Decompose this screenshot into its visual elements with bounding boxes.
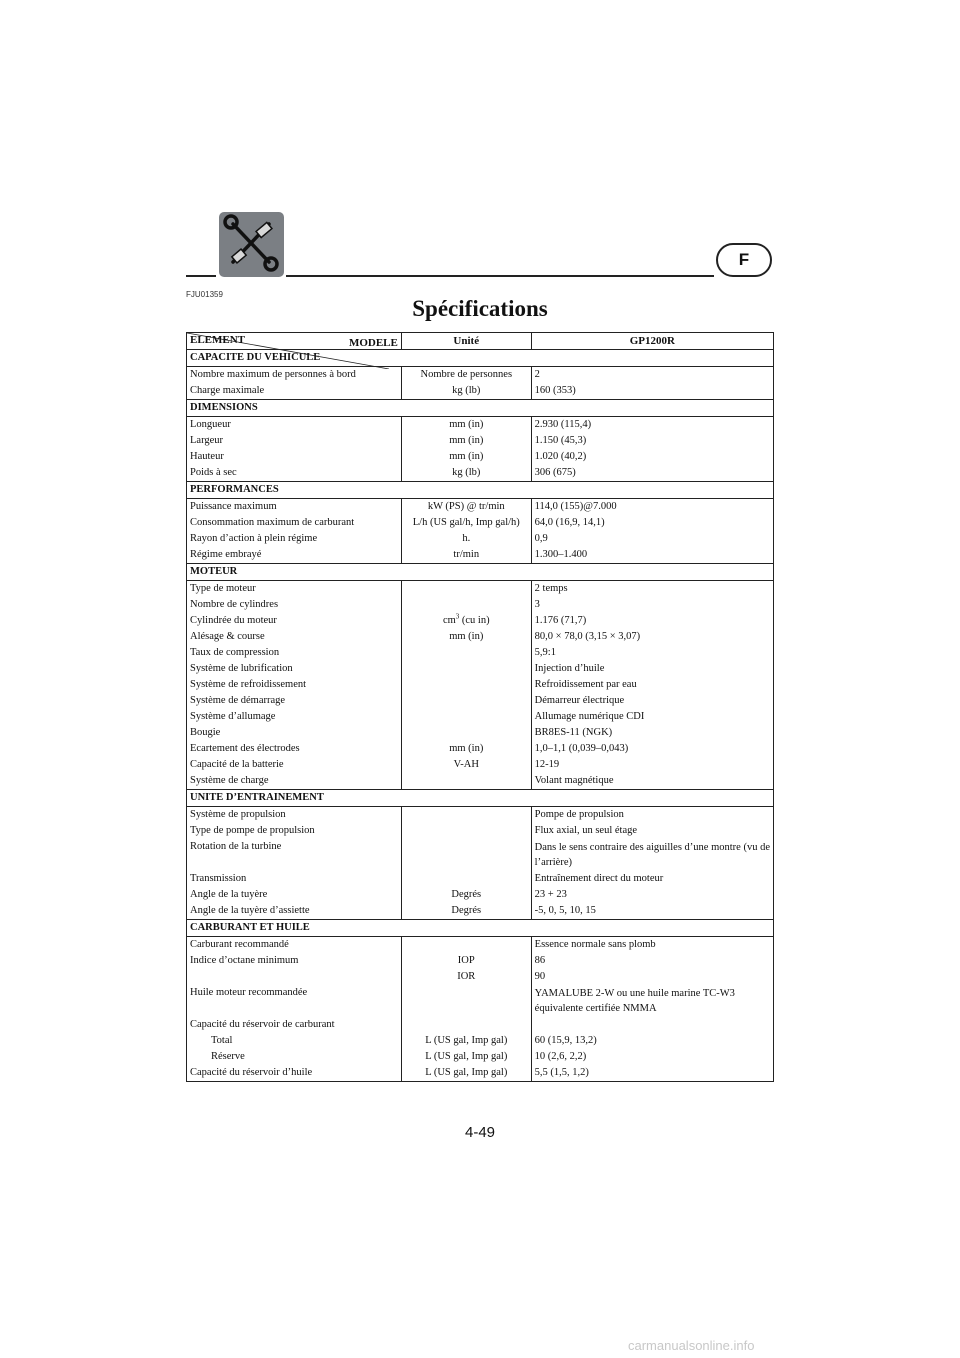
value-cell: 114,0 (155)@7.000 bbox=[534, 501, 617, 512]
item-cell: Nombre de cylindres bbox=[187, 597, 402, 613]
value-cell: Entraînement direct du moteur bbox=[534, 873, 664, 884]
unit-cell bbox=[401, 839, 531, 871]
table-header-row bbox=[187, 333, 774, 350]
table-row bbox=[187, 613, 774, 629]
unit-cell: Degrés bbox=[401, 887, 531, 903]
value-cell: 60 (15,9, 13,2) bbox=[534, 1035, 597, 1046]
table-row bbox=[187, 597, 774, 613]
table-row bbox=[187, 773, 774, 790]
table-row bbox=[187, 807, 774, 824]
table-row bbox=[187, 725, 774, 741]
value-cell: 1.300–1.400 bbox=[534, 549, 588, 560]
table-row bbox=[187, 449, 774, 465]
item-cell: Système de refroidissement bbox=[187, 677, 402, 693]
item-cell: Capacité de la batterie bbox=[187, 757, 402, 773]
item-cell: Type de pompe de propulsion bbox=[187, 823, 402, 839]
table-row bbox=[187, 1017, 774, 1033]
unit-cell: kW (PS) @ tr/min bbox=[401, 499, 531, 516]
unit-cell: h. bbox=[401, 531, 531, 547]
unit-cell bbox=[401, 581, 531, 598]
reference-code: FJU01359 bbox=[186, 290, 223, 299]
item-cell: Ecartement des électrodes bbox=[187, 741, 402, 757]
table-row bbox=[187, 515, 774, 531]
value-cell: 90 bbox=[534, 971, 546, 982]
table-row bbox=[187, 465, 774, 482]
item-cell: Puissance maximum bbox=[187, 499, 402, 516]
specifications-table bbox=[186, 332, 774, 1082]
unit-cell: L (US gal, Imp gal) bbox=[401, 1049, 531, 1065]
page-number: 4-49 bbox=[464, 1124, 496, 1141]
item-cell: Rayon d’action à plein régime bbox=[187, 531, 402, 547]
item-cell: Longueur bbox=[187, 417, 402, 434]
unit-cell bbox=[401, 725, 531, 741]
table-row bbox=[187, 581, 774, 598]
unit-cell: tr/min bbox=[401, 547, 531, 564]
section-title: MOTEUR bbox=[187, 564, 774, 581]
table-row bbox=[187, 547, 774, 564]
value-cell: 1.020 (40,2) bbox=[534, 451, 587, 462]
unit-cell bbox=[401, 807, 531, 824]
unit-cell: V-AH bbox=[401, 757, 531, 773]
item-cell: Transmission bbox=[187, 871, 402, 887]
item-cell: Indice d’octane minimum bbox=[187, 953, 402, 969]
item-cell: Angle de la tuyère bbox=[187, 887, 402, 903]
table-row bbox=[187, 499, 774, 516]
language-badge-cover bbox=[714, 277, 774, 287]
value-cell: 1,0–1,1 (0,039–0,043) bbox=[534, 743, 629, 754]
value-cell: Pompe de propulsion bbox=[534, 809, 624, 820]
section-row bbox=[187, 790, 774, 807]
unit-cell: L/h (US gal/h, Imp gal/h) bbox=[401, 515, 531, 531]
item-cell: Nombre maximum de personnes à bord bbox=[187, 367, 402, 384]
value-cell: 64,0 (16,9, 14,1) bbox=[534, 517, 605, 528]
unit-cell bbox=[401, 597, 531, 613]
table-row bbox=[187, 757, 774, 773]
value-cell bbox=[531, 1017, 773, 1033]
unit-cell: L (US gal, Imp gal) bbox=[401, 1065, 531, 1082]
section-title: PERFORMANCES bbox=[187, 482, 774, 499]
item-cell bbox=[187, 969, 402, 985]
language-badge: F bbox=[716, 243, 772, 277]
unit-cell bbox=[401, 661, 531, 677]
table-row bbox=[187, 985, 774, 1017]
table-row bbox=[187, 1033, 774, 1049]
section-title: CARBURANT ET HUILE bbox=[187, 920, 774, 937]
unit-column-header: Unité bbox=[401, 333, 531, 350]
value-cell: Refroidissement par eau bbox=[534, 679, 637, 690]
value-cell: 5,5 (1,5, 1,2) bbox=[534, 1067, 589, 1078]
item-cell: Rotation de la turbine bbox=[187, 839, 402, 871]
table-row bbox=[187, 1065, 774, 1082]
item-cell: Cylindrée du moteur bbox=[187, 613, 402, 629]
table-row bbox=[187, 629, 774, 645]
table-row bbox=[187, 417, 774, 434]
item-cell: Carburant recommandé bbox=[187, 937, 402, 954]
value-cell: 306 (675) bbox=[534, 467, 576, 478]
value-cell: 1.176 (71,7) bbox=[534, 615, 587, 626]
item-cell: Système de propulsion bbox=[187, 807, 402, 824]
unit-cell: kg (lb) bbox=[401, 383, 531, 400]
item-cell: Alésage & course bbox=[187, 629, 402, 645]
element-label: ELEMENT bbox=[190, 334, 246, 346]
unit-cell bbox=[401, 677, 531, 693]
value-cell: 5,9:1 bbox=[534, 647, 556, 658]
section-row bbox=[187, 482, 774, 499]
table-row bbox=[187, 823, 774, 839]
value-cell: 12-19 bbox=[534, 759, 560, 770]
table-row bbox=[187, 677, 774, 693]
value-cell: 80,0 × 78,0 (3,15 × 3,07) bbox=[534, 631, 641, 642]
unit-exponent: 3 bbox=[455, 612, 460, 621]
value-cell: 2 temps bbox=[534, 583, 568, 594]
value-cell: 23 + 23 bbox=[534, 889, 567, 900]
value-cell: BR8ES-11 (NGK) bbox=[534, 727, 613, 738]
table-row bbox=[187, 661, 774, 677]
value-cell: 86 bbox=[534, 955, 546, 966]
item-cell: Angle de la tuyère d’assiette bbox=[187, 903, 402, 920]
item-cell: Système d’allumage bbox=[187, 709, 402, 725]
section-title: DIMENSIONS bbox=[187, 400, 774, 417]
unit-cell: Degrés bbox=[401, 903, 531, 920]
unit-cell: IOR bbox=[401, 969, 531, 985]
item-cell: Système de lubrification bbox=[187, 661, 402, 677]
header-rule-right bbox=[286, 275, 714, 277]
unit-cell: mm (in) bbox=[401, 449, 531, 465]
value-cell: 3 bbox=[534, 599, 540, 610]
table-row bbox=[187, 709, 774, 725]
value-cell: Démarreur électrique bbox=[534, 695, 625, 706]
item-cell: Consommation maximum de carburant bbox=[187, 515, 402, 531]
table-row bbox=[187, 383, 774, 400]
unit-cell bbox=[401, 1017, 531, 1033]
section-row bbox=[187, 564, 774, 581]
value-cell: Flux axial, un seul étage bbox=[534, 825, 638, 836]
item-cell: Total bbox=[187, 1033, 402, 1049]
section-row bbox=[187, 400, 774, 417]
unit-cell: mm (in) bbox=[401, 629, 531, 645]
item-cell: Hauteur bbox=[187, 449, 402, 465]
unit-cell: mm (in) bbox=[401, 433, 531, 449]
item-cell: Huile moteur recommandée bbox=[187, 985, 402, 1017]
table-row bbox=[187, 645, 774, 661]
item-cell: Poids à sec bbox=[187, 465, 402, 482]
model-label: MODELE bbox=[348, 337, 398, 349]
unit-suffix: (cu in) bbox=[459, 615, 490, 626]
unit-cell bbox=[401, 937, 531, 954]
unit-cell bbox=[401, 823, 531, 839]
value-cell: YAMALUBE 2-W ou une huile marine TC-W3 équivalente certifiée NMMA bbox=[534, 988, 735, 1014]
table-row bbox=[187, 937, 774, 954]
header-model-element-cell bbox=[187, 333, 402, 350]
value-cell: Dans le sens contraire des aiguilles d’une montre (vu de l’arrière) bbox=[534, 842, 770, 868]
item-cell: Taux de compression bbox=[187, 645, 402, 661]
table-row bbox=[187, 741, 774, 757]
unit-cell bbox=[401, 985, 531, 1017]
item-cell: Largeur bbox=[187, 433, 402, 449]
value-cell: -5, 0, 5, 10, 15 bbox=[534, 905, 596, 916]
unit-cell bbox=[401, 871, 531, 887]
unit-base: cm bbox=[442, 615, 456, 626]
value-cell: 10 (2,6, 2,2) bbox=[534, 1051, 587, 1062]
item-cell: Charge maximale bbox=[187, 383, 402, 400]
unit-cell: L (US gal, Imp gal) bbox=[401, 1033, 531, 1049]
value-cell: 0,9 bbox=[534, 533, 548, 544]
section-title: UNITE D’ENTRAINEMENT bbox=[187, 790, 774, 807]
value-cell: Essence normale sans plomb bbox=[534, 939, 656, 950]
section-row bbox=[187, 920, 774, 937]
item-cell: Régime embrayé bbox=[187, 547, 402, 564]
page-title: Spécifications bbox=[412, 296, 548, 321]
value-cell: 2.930 (115,4) bbox=[534, 419, 592, 430]
table-row bbox=[187, 839, 774, 871]
unit-cell bbox=[401, 709, 531, 725]
table-row bbox=[187, 871, 774, 887]
section-title: CAPACITE DU VEHICULE bbox=[187, 350, 774, 367]
unit-cell bbox=[401, 645, 531, 661]
unit-cell bbox=[401, 613, 531, 629]
watermark: carmanualsonline.info bbox=[628, 1338, 755, 1353]
item-cell: Réserve bbox=[187, 1049, 402, 1065]
table-row bbox=[187, 531, 774, 547]
item-cell: Type de moteur bbox=[187, 581, 402, 598]
table-row bbox=[187, 903, 774, 920]
value-cell: 1.150 (45,3) bbox=[534, 435, 587, 446]
header-rule-left bbox=[186, 275, 216, 277]
value-cell: Injection d’huile bbox=[534, 663, 605, 674]
table-row bbox=[187, 693, 774, 709]
unit-cell: mm (in) bbox=[401, 417, 531, 434]
table-row bbox=[187, 953, 774, 969]
unit-cell bbox=[401, 693, 531, 709]
item-cell: Système de démarrage bbox=[187, 693, 402, 709]
unit-cell: mm (in) bbox=[401, 741, 531, 757]
model-column-header: GP1200R bbox=[531, 333, 773, 350]
item-cell: Bougie bbox=[187, 725, 402, 741]
table-row bbox=[187, 969, 774, 985]
value-cell: Allumage numérique CDI bbox=[534, 711, 645, 722]
unit-cell: IOP bbox=[401, 953, 531, 969]
item-cell: Capacité du réservoir de carburant bbox=[187, 1017, 402, 1033]
tools-icon bbox=[219, 212, 284, 277]
table-row bbox=[187, 433, 774, 449]
value-cell: 2 bbox=[534, 369, 540, 380]
unit-cell: kg (lb) bbox=[401, 465, 531, 482]
item-cell: Système de charge bbox=[187, 773, 402, 790]
item-cell: Capacité du réservoir d’huile bbox=[187, 1065, 402, 1082]
value-cell: Volant magnétique bbox=[534, 775, 614, 786]
table-row bbox=[187, 887, 774, 903]
unit-cell bbox=[401, 773, 531, 790]
table-row bbox=[187, 1049, 774, 1065]
value-cell: 160 (353) bbox=[534, 385, 576, 396]
unit-cell: Nombre de personnes bbox=[401, 367, 531, 384]
